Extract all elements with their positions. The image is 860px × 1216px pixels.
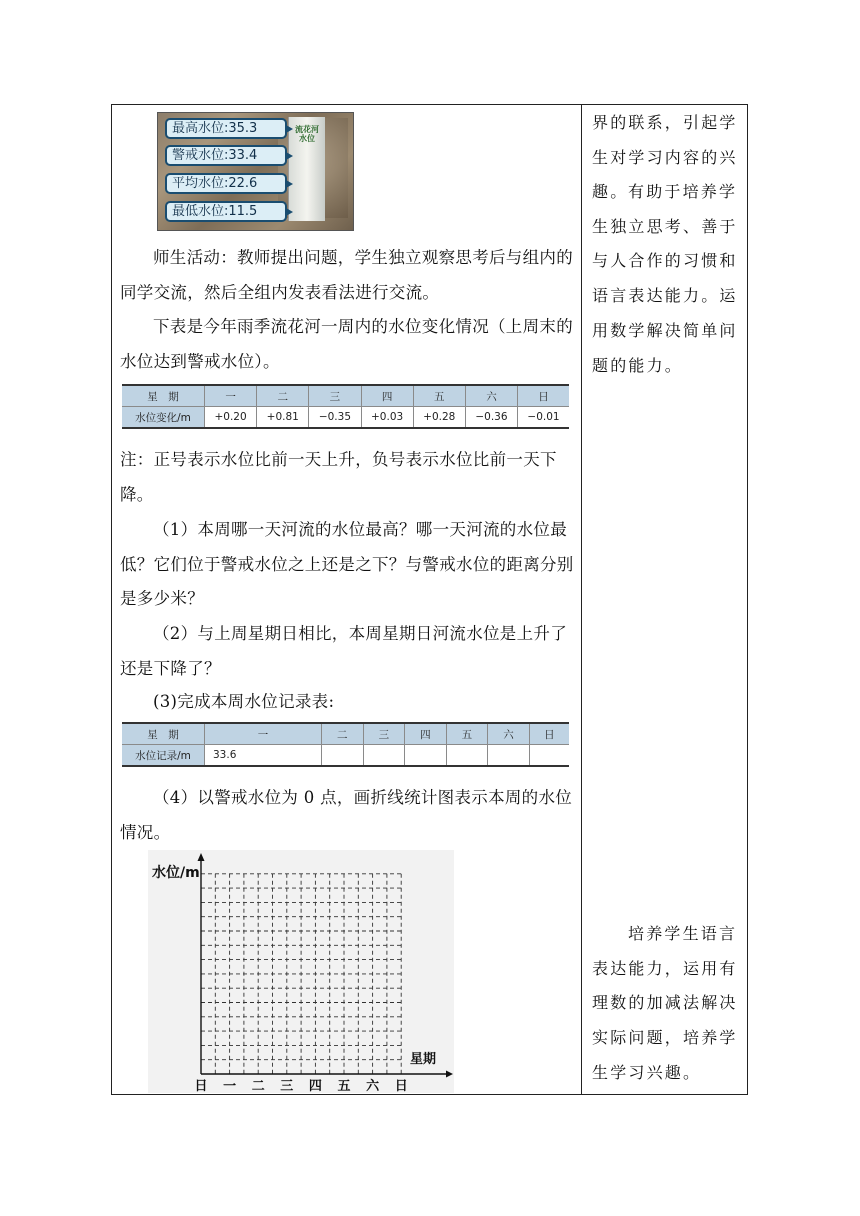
water-record-table	[122, 722, 569, 767]
teacher-student-activity: 师生活动：教师提出问题，学生独立观察思考后与组内的同学交流，然后全组内发表看法进行交流。	[120, 248, 573, 302]
x-tick-label: 日	[394, 1079, 408, 1093]
x-tick-label: 四	[308, 1079, 322, 1093]
x-axis-arrow	[446, 1071, 453, 1078]
table-intro: 下表是今年雨季流花河一周内的水位变化情况（上周末的水位达到警戒水位）。	[120, 317, 573, 371]
average-level-tag: 平均水位:22.6	[165, 173, 287, 194]
warning-level-tag: 警戒水位:33.4	[165, 145, 287, 166]
table-row	[122, 407, 569, 429]
table-cell: +0.81	[257, 407, 309, 429]
table-cell	[322, 745, 364, 767]
y-axis-label: 水位/m	[152, 865, 200, 881]
table-cell	[446, 745, 488, 767]
table-cell: 33.6	[205, 745, 322, 767]
table-cell: −0.35	[309, 407, 361, 429]
header-cell: 五	[413, 385, 465, 407]
header-cell: 六	[488, 723, 530, 745]
header-cell: 五	[446, 723, 488, 745]
header-cell: 星 期	[122, 723, 205, 745]
lesson-plan-table	[111, 104, 748, 1095]
header-cell: 四	[361, 385, 413, 407]
table-cell: +0.28	[413, 407, 465, 429]
header-cell: 四	[405, 723, 447, 745]
table-cell	[529, 745, 569, 767]
grid-svg	[148, 850, 454, 1093]
x-tick-label: 二	[251, 1079, 265, 1093]
x-axis-label: 星期	[410, 1052, 437, 1067]
intent-column	[582, 105, 748, 1094]
table-cell: −0.36	[465, 407, 517, 429]
max-level-tag: 最高水位:35.3	[165, 118, 287, 139]
activity-column	[112, 105, 581, 1094]
header-cell: 日	[529, 723, 569, 745]
question-1: （1）本周哪一天河流的水位最高？哪一天河流的水位最低？它们位于警戒水位之上还是之下？与警戒水位的距离分别是多少米？	[120, 520, 574, 608]
river-gauge-photo	[157, 112, 354, 231]
gauge-label: 流花河水位	[295, 125, 319, 143]
x-tick-label: 六	[366, 1079, 380, 1093]
header-cell: 日	[518, 385, 569, 407]
table-cell: +0.03	[361, 407, 413, 429]
table-cell	[405, 745, 447, 767]
header-cell: 二	[322, 723, 364, 745]
table-header-row	[122, 723, 569, 745]
x-tick-label: 日	[194, 1079, 208, 1093]
table-header-row	[122, 385, 569, 407]
table-cell	[363, 745, 405, 767]
question-4: （4）以警戒水位为 0 点，画折线统计图表示本周的水位情况。	[120, 788, 573, 842]
water-change-table	[122, 384, 569, 429]
row-label: 水位变化/m	[122, 407, 205, 429]
header-cell: 一	[205, 723, 322, 745]
question-3: (3)完成本周水位记录表:	[153, 692, 335, 711]
y-axis-arrow	[198, 853, 205, 861]
table-row	[122, 745, 569, 767]
blank-line-chart-grid	[148, 850, 454, 1093]
water-gauge-post	[288, 117, 325, 221]
table-cell	[488, 745, 530, 767]
table-cell: +0.20	[205, 407, 257, 429]
sign-note: 注：正号表示水位比前一天上升，负号表示水位比前一天下降。	[120, 450, 557, 504]
header-cell: 三	[309, 385, 361, 407]
min-level-tag: 最低水位:11.5	[165, 201, 287, 222]
table-cell: −0.01	[518, 407, 569, 429]
intent-text-3: 培养学生语言表达能力，运用有理数的加减法解决实际问题，培养学生学习兴趣。	[592, 924, 738, 1082]
x-tick-label: 五	[337, 1079, 351, 1093]
intent-text-2: 有助于培养学生独立思考、善于与人合作的习惯和语言表达能力。运用数学解决简单问题的能力。	[592, 182, 738, 375]
row-label: 水位记录/m	[122, 745, 205, 767]
header-cell: 三	[363, 723, 405, 745]
x-tick-label: 三	[280, 1079, 294, 1093]
header-cell: 二	[257, 385, 309, 407]
intent-text-1: 界的联系，引起学生对学习内容的兴趣。	[592, 113, 738, 202]
x-tick-label: 一	[223, 1079, 237, 1093]
header-cell: 六	[465, 385, 517, 407]
header-cell: 星 期	[122, 385, 205, 407]
question-2: （2）与上周星期日相比，本周星期日河流水位是上升了还是下降了？	[120, 624, 567, 678]
header-cell: 一	[205, 385, 257, 407]
